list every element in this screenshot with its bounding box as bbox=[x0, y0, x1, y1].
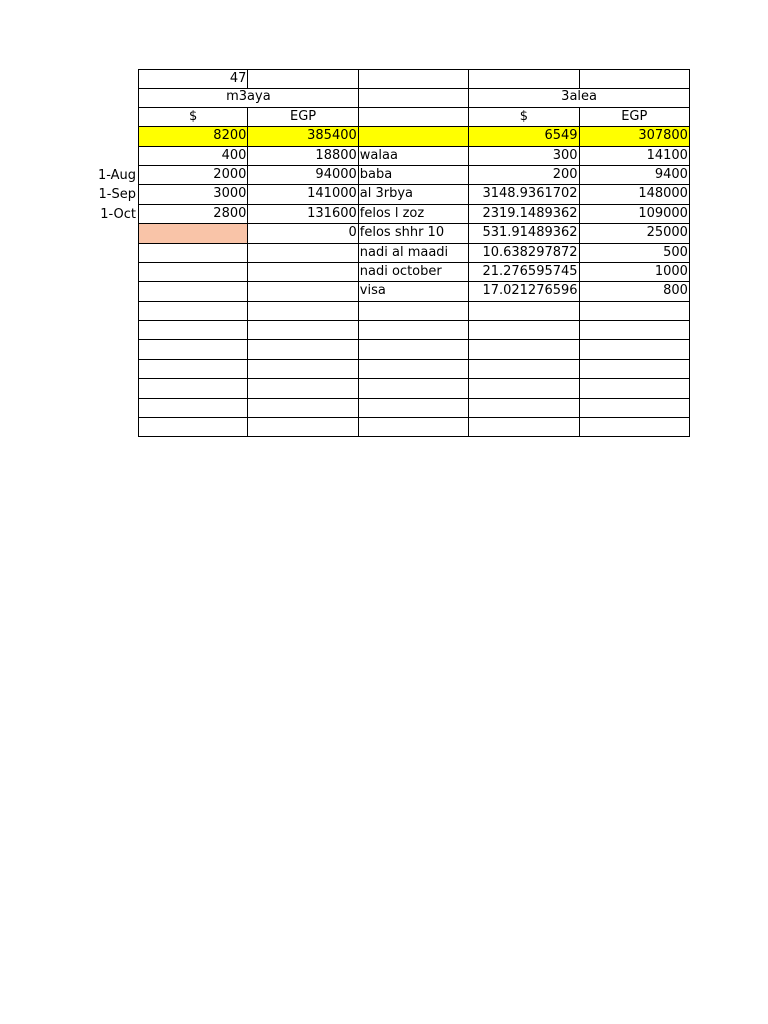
empty-cell[interactable] bbox=[138, 399, 248, 418]
sheet-row-6 bbox=[0, 166, 768, 185]
row-label: 1-Sep bbox=[98, 187, 136, 203]
cell-e8[interactable]: 109000 bbox=[580, 205, 690, 224]
highlighted-empty-cell[interactable] bbox=[138, 224, 248, 243]
cell-a10[interactable] bbox=[138, 244, 248, 263]
empty-cell[interactable] bbox=[469, 418, 579, 437]
empty-cell[interactable] bbox=[580, 302, 690, 321]
empty-cell[interactable] bbox=[469, 360, 579, 379]
sheet-row-7 bbox=[0, 185, 768, 204]
cell-a12[interactable] bbox=[138, 282, 248, 301]
cell-b10[interactable] bbox=[248, 244, 358, 263]
sheet-row-13 bbox=[0, 302, 768, 321]
column-header-usd[interactable]: $ bbox=[138, 108, 248, 127]
cell-c10[interactable]: nadi al maadi bbox=[359, 244, 469, 263]
cell-b9[interactable]: 0 bbox=[248, 224, 358, 243]
sheet-row-18 bbox=[0, 399, 768, 418]
empty-cell[interactable] bbox=[469, 399, 579, 418]
cell-d5[interactable]: 300 bbox=[469, 147, 579, 166]
sheet-row-3 bbox=[0, 108, 768, 127]
empty-cell[interactable] bbox=[248, 340, 358, 359]
empty-cell[interactable] bbox=[359, 340, 469, 359]
cell-e6[interactable]: 9400 bbox=[580, 166, 690, 185]
cell-a5[interactable]: 400 bbox=[138, 147, 248, 166]
cell-d6[interactable]: 200 bbox=[469, 166, 579, 185]
sheet-row-10 bbox=[0, 244, 768, 263]
empty-cell[interactable] bbox=[580, 340, 690, 359]
empty-cell[interactable] bbox=[248, 360, 358, 379]
empty-cell[interactable] bbox=[138, 379, 248, 398]
cell-e10[interactable]: 500 bbox=[580, 244, 690, 263]
sheet-row-16 bbox=[0, 360, 768, 379]
cell-d1[interactable] bbox=[469, 69, 579, 89]
empty-cell[interactable] bbox=[248, 418, 358, 437]
empty-cell[interactable] bbox=[359, 302, 469, 321]
cell-c6[interactable]: baba bbox=[359, 166, 469, 185]
empty-cell[interactable] bbox=[359, 360, 469, 379]
cell-b8[interactable]: 131600 bbox=[248, 205, 358, 224]
cell-e7[interactable]: 148000 bbox=[580, 185, 690, 204]
total-usd-cell[interactable]: 8200 bbox=[138, 127, 248, 146]
sheet-row-8 bbox=[0, 205, 768, 224]
row-label bbox=[60, 224, 136, 243]
cell-d8[interactable]: 2319.1489362 bbox=[469, 205, 579, 224]
sheet-row-1 bbox=[0, 69, 768, 88]
cell-a11[interactable] bbox=[138, 263, 248, 282]
group-header-3alea[interactable]: 3alea bbox=[469, 88, 690, 107]
empty-cell[interactable] bbox=[580, 399, 690, 418]
cell-e5[interactable]: 14100 bbox=[580, 147, 690, 166]
sheet-row-14 bbox=[0, 321, 768, 340]
row-label: 1-Oct bbox=[100, 206, 136, 222]
sheet-row-19 bbox=[0, 418, 768, 437]
cell-c3[interactable] bbox=[359, 108, 469, 127]
row-label bbox=[60, 263, 136, 282]
empty-cell[interactable] bbox=[248, 302, 358, 321]
empty-cell[interactable] bbox=[248, 399, 358, 418]
sheet-row-15 bbox=[0, 340, 768, 359]
total-egp-cell[interactable]: 307800 bbox=[580, 127, 690, 146]
cell-e9[interactable]: 25000 bbox=[580, 224, 690, 243]
group-header-m3aya[interactable]: m3aya bbox=[138, 88, 359, 107]
empty-cell[interactable] bbox=[359, 399, 469, 418]
cell-b12[interactable] bbox=[248, 282, 358, 301]
cell-c1[interactable] bbox=[359, 69, 469, 89]
cell-b11[interactable] bbox=[248, 263, 358, 282]
row-label bbox=[60, 244, 136, 263]
row-label: 1-Aug bbox=[97, 167, 136, 183]
cell-c11[interactable]: nadi october bbox=[359, 263, 469, 282]
empty-cell[interactable] bbox=[580, 360, 690, 379]
empty-cell[interactable] bbox=[138, 418, 248, 437]
sheet-row-2 bbox=[0, 88, 768, 107]
cell-d7[interactable]: 3148.9361702 bbox=[469, 185, 579, 204]
row-label bbox=[60, 88, 136, 107]
sheet-row-5 bbox=[0, 147, 768, 166]
cell-c2[interactable] bbox=[359, 88, 469, 107]
cell-b6[interactable]: 94000 bbox=[248, 166, 358, 185]
empty-cell[interactable] bbox=[359, 321, 469, 340]
row-label bbox=[60, 282, 136, 301]
empty-cell[interactable] bbox=[138, 360, 248, 379]
cell-c9[interactable]: felos shhr 10 bbox=[359, 224, 469, 243]
row-label bbox=[60, 108, 136, 127]
empty-cell[interactable] bbox=[580, 379, 690, 398]
spreadsheet bbox=[0, 69, 768, 437]
column-header-egp[interactable]: EGP bbox=[248, 108, 358, 127]
total-usd-cell[interactable]: 6549 bbox=[469, 127, 579, 146]
empty-cell[interactable] bbox=[138, 302, 248, 321]
sheet-row-11 bbox=[0, 263, 768, 282]
total-egp-cell[interactable]: 385400 bbox=[248, 127, 358, 146]
sheet-row-9 bbox=[0, 224, 768, 243]
cell-c7[interactable]: al 3rbya bbox=[359, 185, 469, 204]
sheet-row-12 bbox=[0, 282, 768, 301]
row-label bbox=[60, 147, 136, 166]
empty-cell[interactable] bbox=[469, 340, 579, 359]
cell-a8[interactable]: 2800 bbox=[138, 205, 248, 224]
cell-b5[interactable]: 18800 bbox=[248, 147, 358, 166]
empty-cell[interactable] bbox=[359, 379, 469, 398]
sheet-row-4 bbox=[0, 127, 768, 146]
empty-cell[interactable] bbox=[469, 379, 579, 398]
cell-d12[interactable]: 17.021276596 bbox=[469, 282, 579, 301]
cell-d10[interactable]: 10.638297872 bbox=[469, 244, 579, 263]
cell-c5[interactable]: walaa bbox=[359, 147, 469, 166]
cell-d11[interactable]: 21.276595745 bbox=[469, 263, 579, 282]
cell-e1[interactable] bbox=[580, 69, 690, 89]
cell-c8[interactable]: felos l zoz bbox=[359, 205, 469, 224]
empty-cell[interactable] bbox=[359, 418, 469, 437]
cell-d9[interactable]: 531.91489362 bbox=[469, 224, 579, 243]
cell-e12[interactable]: 800 bbox=[580, 282, 690, 301]
empty-cell[interactable] bbox=[138, 321, 248, 340]
row-label bbox=[60, 127, 136, 146]
empty-cell[interactable] bbox=[248, 321, 358, 340]
cell-a7[interactable]: 3000 bbox=[138, 185, 248, 204]
cell-b1[interactable] bbox=[248, 69, 358, 89]
empty-cell[interactable] bbox=[138, 340, 248, 359]
cell-a1[interactable]: 47 bbox=[138, 69, 248, 89]
cell-e11[interactable]: 1000 bbox=[580, 263, 690, 282]
row-label bbox=[60, 69, 136, 88]
empty-cell[interactable] bbox=[580, 321, 690, 340]
column-header-egp[interactable]: EGP bbox=[580, 108, 690, 127]
cell-a6[interactable]: 2000 bbox=[138, 166, 248, 185]
column-header-usd[interactable]: $ bbox=[469, 108, 579, 127]
cell-c4[interactable] bbox=[359, 127, 469, 146]
sheet-row-17 bbox=[0, 379, 768, 398]
empty-cell[interactable] bbox=[580, 418, 690, 437]
cell-c12[interactable]: visa bbox=[359, 282, 469, 301]
empty-cell[interactable] bbox=[469, 302, 579, 321]
empty-cell[interactable] bbox=[469, 321, 579, 340]
cell-b7[interactable]: 141000 bbox=[248, 185, 358, 204]
empty-cell[interactable] bbox=[248, 379, 358, 398]
